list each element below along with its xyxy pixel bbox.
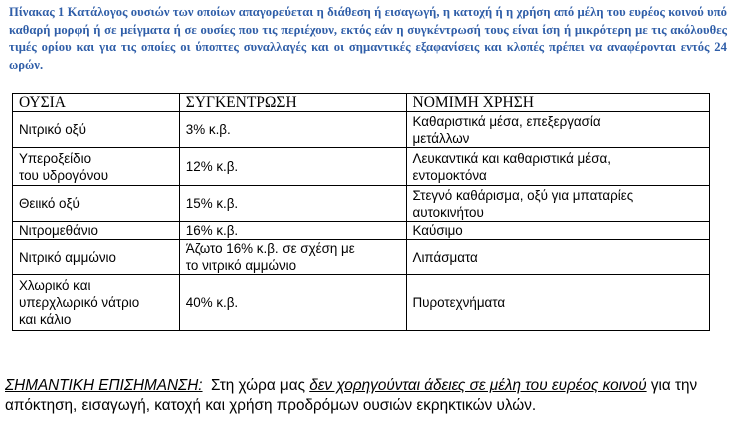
concentration-cell: 40% κ.β. [179,275,406,331]
column-header-substance: ΟΥΣΙΑ [13,94,180,112]
table-row [13,240,710,275]
concentration-cell: 3% κ.β. [179,112,406,148]
concentration-cell: 16% κ.β. [179,222,406,240]
table-row [13,275,710,331]
table-caption: Πίνακας 1 Κατάλογος ουσιών των οποίων απαγορεύεται η διάθεση ή εισαγωγή, η κατοχή ή η χρήση από μέλη του ευρέος κοινού υπό καθαρή μορφή ή σε μείγματα ή σε ουσίες που τις περιέχουν, εκτός εάν η συγκέντρωσή τους είναι ίση ή μικρότερη με τις ακόλουθες τιμές ορίου και για τις οποίες οι ύποπτες συναλλαγές και οι σημαντικές εξαφανίσεις και κλοπές πρέπει να αναφέρονται εντός 24 ωρών. [9,5,727,72]
note-text-after: για την απόκτηση, εισαγωγή, κατοχή και χρήση προδρόμων ουσιών εκρηκτικών υλών. [5,377,698,414]
concentration-cell: 15% κ.β. [179,186,406,222]
substance-cell: Νιτρικό οξύ [13,112,180,148]
table-header-row [13,94,710,112]
column-header-legal-use: ΝΟΜΙΜΗ ΧΡΗΣΗ [406,94,709,112]
substance-cell: Θειικό οξύ [13,186,180,222]
table-row [13,186,710,222]
substance-cell: Υπεροξείδιο του υδρογόνου [13,148,180,186]
table-row [13,222,710,240]
concentration-cell: Άζωτο 16% κ.β. σε σχέση με το νιτρικό αμμώνιο [179,240,406,275]
note-text-before: Στη χώρα μας [202,377,310,394]
legal-use-cell: Καύσιμο [406,222,709,240]
substance-cell: Νιτρομεθάνιο [13,222,180,240]
column-header-concentration: ΣΥΓΚΕΝΤΡΩΣΗ [179,94,406,112]
legal-use-cell: Καθαριστικά μέσα, επεξεργασία μετάλλων [406,112,709,148]
substances-table [12,93,710,331]
table-row [13,148,710,186]
table-row [13,112,710,148]
important-note [5,376,733,416]
legal-use-cell: Λευκαντικά και καθαριστικά μέσα, εντομοκτόνα [406,148,709,186]
concentration-cell: 12% κ.β. [179,148,406,186]
legal-use-cell: Πυροτεχνήματα [406,275,709,331]
legal-use-cell: Στεγνό καθάρισμα, οξύ για μπαταρίες αυτοκινήτου [406,186,709,222]
note-label: ΣΗΜΑΝΤΙΚΗ ΕΠΙΣΗΜΑΝΣΗ: [5,377,203,394]
legal-use-cell: Λιπάσματα [406,240,709,275]
substance-cell: Νιτρικό αμμώνιο [13,240,180,275]
substance-cell: Χλωρικό και υπερχλωρικό νάτριο και κάλιο [13,275,180,331]
note-emphasis: δεν χορηγούνται άδειες σε μέλη του ευρέος κοινού [309,377,647,394]
